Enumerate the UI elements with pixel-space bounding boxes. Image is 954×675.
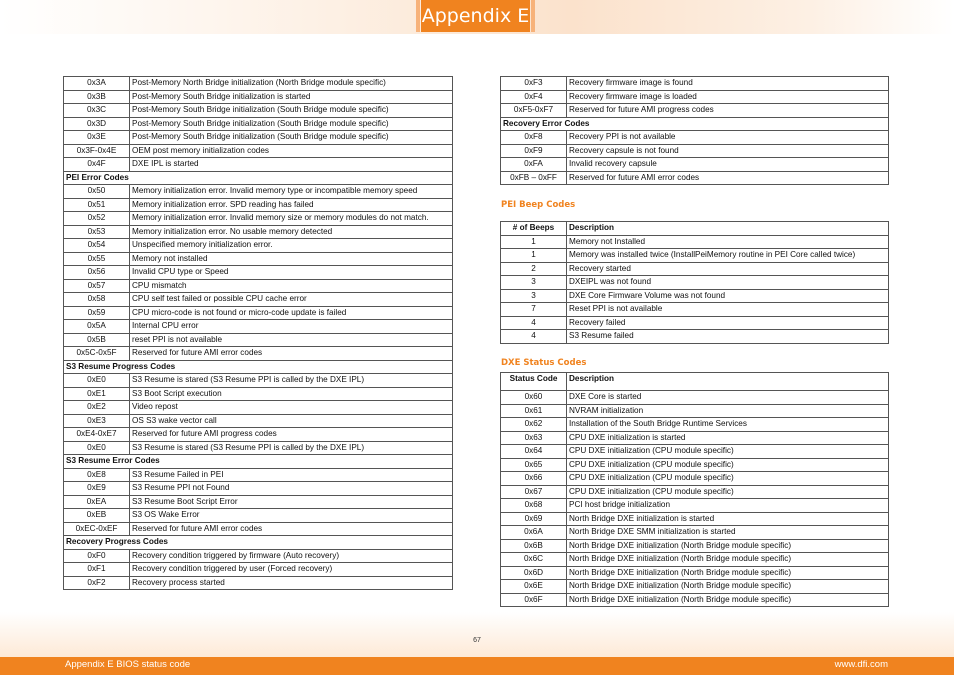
- status-code: 0xF2: [64, 576, 130, 590]
- status-code: 0x6D: [501, 566, 567, 580]
- tab-accent-right: [531, 0, 535, 32]
- table-row: [64, 144, 453, 158]
- table-header-row: [501, 373, 889, 391]
- status-description: North Bridge DXE SMM initialization is started: [567, 526, 889, 540]
- status-code: 0x53: [64, 225, 130, 239]
- status-description: CPU DXE initialization is started: [567, 431, 889, 445]
- status-code: 0x60: [501, 391, 567, 405]
- status-code: 0x63: [501, 431, 567, 445]
- table-row: [64, 414, 453, 428]
- status-code: 3: [501, 289, 567, 303]
- table-row: [501, 485, 889, 499]
- table-row: [501, 431, 889, 445]
- status-code: 0xF0: [64, 549, 130, 563]
- table-row: [64, 428, 453, 442]
- status-description: Reserved for future AMI error codes: [567, 171, 889, 185]
- status-description: Installation of the South Bridge Runtime Services: [567, 418, 889, 432]
- status-description: S3 Resume is stared (S3 Resume PPI is called by the DXE IPL): [130, 441, 453, 455]
- table-row: [501, 593, 889, 607]
- status-code: 0x4F: [64, 158, 130, 172]
- status-code: 0xEC-0xEF: [64, 522, 130, 536]
- status-description: Reset PPI is not available: [567, 303, 889, 317]
- status-description: Internal CPU error: [130, 320, 453, 334]
- status-description: CPU DXE initialization (CPU module specific): [567, 472, 889, 486]
- status-code: 0x56: [64, 266, 130, 280]
- table-row: [64, 198, 453, 212]
- table-row: [501, 458, 889, 472]
- section-header: S3 Resume Error Codes: [64, 455, 453, 469]
- status-description: Post-Memory South Bridge initialization is started: [130, 90, 453, 104]
- status-description: Recovery failed: [567, 316, 889, 330]
- table-row: [501, 553, 889, 567]
- status-code: 0xFB – 0xFF: [501, 171, 567, 185]
- table-header-row: [501, 222, 889, 236]
- table-row: [64, 293, 453, 307]
- status-description: North Bridge DXE initialization (North Bridge module specific): [567, 553, 889, 567]
- status-code: 0x6B: [501, 539, 567, 553]
- table-row: [501, 566, 889, 580]
- table-row: [64, 225, 453, 239]
- status-description: Reserved for future AMI error codes: [130, 522, 453, 536]
- status-code: 0xE3: [64, 414, 130, 428]
- table-row: [501, 391, 889, 405]
- status-description: S3 Resume PPI not Found: [130, 482, 453, 496]
- status-description: Post-Memory South Bridge initialization (South Bridge module specific): [130, 117, 453, 131]
- table-row: [64, 158, 453, 172]
- footer-band: [0, 612, 954, 658]
- status-description: Memory not installed: [130, 252, 453, 266]
- table-row: [64, 495, 453, 509]
- table-row: [64, 185, 453, 199]
- status-code: 0xF9: [501, 144, 567, 158]
- table-row: [501, 235, 889, 249]
- table-row: [501, 144, 889, 158]
- status-code: 0x58: [64, 293, 130, 307]
- table-row: [64, 549, 453, 563]
- table-row: [64, 374, 453, 388]
- status-code: 0xE2: [64, 401, 130, 415]
- status-description: CPU DXE initialization (CPU module specific): [567, 458, 889, 472]
- status-code: 0x64: [501, 445, 567, 459]
- table-row: [64, 441, 453, 455]
- status-code: 0x52: [64, 212, 130, 226]
- status-description: S3 OS Wake Error: [130, 509, 453, 523]
- table-row: [64, 333, 453, 347]
- section-header-row: [64, 171, 453, 185]
- table-row: [501, 289, 889, 303]
- dxe-status-table: [500, 372, 889, 607]
- status-description: Unspecified memory initialization error.: [130, 239, 453, 253]
- status-description: North Bridge DXE initialization (North Bridge module specific): [567, 593, 889, 607]
- table-row: [64, 320, 453, 334]
- status-description: PCI host bridge initialization: [567, 499, 889, 513]
- table-row: [64, 576, 453, 590]
- footer-website-link[interactable]: www.dfi.com: [834, 659, 888, 670]
- status-description: CPU self test failed or possible CPU cache error: [130, 293, 453, 307]
- status-code: 0xEB: [64, 509, 130, 523]
- table-row: [501, 539, 889, 553]
- table-row: [501, 580, 889, 594]
- column-header-description: Description: [567, 373, 889, 391]
- table-row: [501, 445, 889, 459]
- status-description: Post-Memory South Bridge initialization (South Bridge module specific): [130, 131, 453, 145]
- status-code: 0x59: [64, 306, 130, 320]
- table-row: [64, 387, 453, 401]
- status-description: CPU DXE initialization (CPU module specific): [567, 445, 889, 459]
- status-code: 0x65: [501, 458, 567, 472]
- status-code: 4: [501, 316, 567, 330]
- status-description: Reserved for future AMI error codes: [130, 347, 453, 361]
- status-code: 0x6F: [501, 593, 567, 607]
- status-description: NVRAM initialization: [567, 404, 889, 418]
- status-description: Recovery condition triggered by user (Forced recovery): [130, 563, 453, 577]
- status-description: Memory initialization error. No usable memory detected: [130, 225, 453, 239]
- status-description: Post-Memory North Bridge initialization (North Bridge module specific): [130, 77, 453, 91]
- status-code: 0x62: [501, 418, 567, 432]
- status-description: Memory initialization error. Invalid memory size or memory modules do not match.: [130, 212, 453, 226]
- status-description: Recovery firmware image is found: [567, 77, 889, 91]
- status-description: CPU micro-code is not found or micro-code update is failed: [130, 306, 453, 320]
- section-header-row: [501, 117, 889, 131]
- table-row: [501, 104, 889, 118]
- pei-beep-table: [500, 221, 889, 344]
- table-row: [64, 522, 453, 536]
- table-row: [501, 171, 889, 185]
- status-code: 2: [501, 262, 567, 276]
- status-code: 0x3E: [64, 131, 130, 145]
- status-code: 0xE9: [64, 482, 130, 496]
- table-row: [64, 279, 453, 293]
- status-code: 0x3C: [64, 104, 130, 118]
- table-row: [64, 104, 453, 118]
- status-code: 4: [501, 330, 567, 344]
- status-code: 0x68: [501, 499, 567, 513]
- status-code: 0xE1: [64, 387, 130, 401]
- status-description: Memory not Installed: [567, 235, 889, 249]
- footer-section-label: Appendix E BIOS status code: [65, 659, 191, 670]
- status-description: Reserved for future AMI progress codes: [567, 104, 889, 118]
- table-row: [501, 303, 889, 317]
- status-description: OS S3 wake vector call: [130, 414, 453, 428]
- status-code: 0x61: [501, 404, 567, 418]
- column-header-description: Description: [567, 222, 889, 236]
- status-description: reset PPI is not available: [130, 333, 453, 347]
- table-row: [64, 239, 453, 253]
- table-row: [501, 499, 889, 513]
- status-description: Recovery capsule is not found: [567, 144, 889, 158]
- table-row: [501, 276, 889, 290]
- section-header: S3 Resume Progress Codes: [64, 360, 453, 374]
- table-row: [501, 316, 889, 330]
- status-description: DXE Core Firmware Volume was not found: [567, 289, 889, 303]
- status-description: OEM post memory initialization codes: [130, 144, 453, 158]
- status-description: Recovery started: [567, 262, 889, 276]
- status-code: 0x51: [64, 198, 130, 212]
- table-row: [64, 117, 453, 131]
- status-code: 3: [501, 276, 567, 290]
- status-code: 0x6C: [501, 553, 567, 567]
- pei-beep-title: PEI Beep Codes: [501, 200, 576, 210]
- status-code: 0xF3: [501, 77, 567, 91]
- section-header-row: [64, 455, 453, 469]
- table-row: [501, 512, 889, 526]
- status-code: 0xF1: [64, 563, 130, 577]
- status-description: Recovery firmware image is loaded: [567, 90, 889, 104]
- table-row: [64, 266, 453, 280]
- table-row: [501, 472, 889, 486]
- status-code: 1: [501, 249, 567, 263]
- status-code: 0xE4-0xE7: [64, 428, 130, 442]
- status-description: North Bridge DXE initialization (North Bridge module specific): [567, 566, 889, 580]
- table-row: [64, 306, 453, 320]
- status-description: DXEIPL was not found: [567, 276, 889, 290]
- status-description: CPU mismatch: [130, 279, 453, 293]
- table-row: [64, 90, 453, 104]
- status-description: Recovery process started: [130, 576, 453, 590]
- status-code: 1: [501, 235, 567, 249]
- tab-accent-left: [416, 0, 420, 32]
- status-code: 0x55: [64, 252, 130, 266]
- status-code: 0x69: [501, 512, 567, 526]
- status-description: Recovery PPI is not available: [567, 131, 889, 145]
- table-row: [64, 212, 453, 226]
- status-description: Memory initialization error. SPD reading has failed: [130, 198, 453, 212]
- section-header: Recovery Error Codes: [501, 117, 889, 131]
- section-header: Recovery Progress Codes: [64, 536, 453, 550]
- status-code: 0x3B: [64, 90, 130, 104]
- status-description: Recovery condition triggered by firmware (Auto recovery): [130, 549, 453, 563]
- status-description: CPU DXE initialization (CPU module specific): [567, 485, 889, 499]
- status-code: 0xF8: [501, 131, 567, 145]
- status-code: 0x5C-0x5F: [64, 347, 130, 361]
- table-row: [501, 330, 889, 344]
- status-description: Reserved for future AMI progress codes: [130, 428, 453, 442]
- table-row: [501, 418, 889, 432]
- table-row: [64, 77, 453, 91]
- status-description: North Bridge DXE initialization is started: [567, 512, 889, 526]
- status-code: 0xFA: [501, 158, 567, 172]
- status-description: Invalid CPU type or Speed: [130, 266, 453, 280]
- status-description: DXE Core is started: [567, 391, 889, 405]
- status-description: Memory initialization error. Invalid memory type or incompatible memory speed: [130, 185, 453, 199]
- status-description: Memory was installed twice (InstallPeiMemory routine in PEI Core called twice): [567, 249, 889, 263]
- page-number: 67: [473, 637, 481, 644]
- table-row: [501, 90, 889, 104]
- status-code: 0xEA: [64, 495, 130, 509]
- status-code: 0x54: [64, 239, 130, 253]
- status-code: 0xE0: [64, 441, 130, 455]
- status-code: 0x6A: [501, 526, 567, 540]
- section-header: PEI Error Codes: [64, 171, 453, 185]
- table-row: [64, 509, 453, 523]
- status-description: S3 Resume Boot Script Error: [130, 495, 453, 509]
- section-header-row: [64, 360, 453, 374]
- status-description: Video repost: [130, 401, 453, 415]
- table-row: [64, 468, 453, 482]
- table-row: [501, 77, 889, 91]
- status-description: S3 Boot Script execution: [130, 387, 453, 401]
- status-code: 0xE8: [64, 468, 130, 482]
- status-code: 0x67: [501, 485, 567, 499]
- status-code: 0xF4: [501, 90, 567, 104]
- table-row: [501, 526, 889, 540]
- table-row: [64, 131, 453, 145]
- status-description: Invalid recovery capsule: [567, 158, 889, 172]
- table-row: [501, 131, 889, 145]
- table-row: [501, 158, 889, 172]
- footer-bar: [0, 657, 954, 675]
- table-row: [64, 252, 453, 266]
- table-row: [501, 249, 889, 263]
- status-code: 0x50: [64, 185, 130, 199]
- status-description: S3 Resume Failed in PEI: [130, 468, 453, 482]
- table-row: [64, 482, 453, 496]
- status-code: 0x66: [501, 472, 567, 486]
- status-description: S3 Resume failed: [567, 330, 889, 344]
- table-row: [501, 404, 889, 418]
- table-row: [64, 401, 453, 415]
- status-code: 0x3D: [64, 117, 130, 131]
- status-description: S3 Resume is stared (S3 Resume PPI is called by the DXE IPL): [130, 374, 453, 388]
- recovery-codes-table: [500, 76, 889, 185]
- dxe-status-title: DXE Status Codes: [501, 358, 587, 368]
- status-code: 0x3F-0x4E: [64, 144, 130, 158]
- table-row: [501, 262, 889, 276]
- status-code: 0xF5-0xF7: [501, 104, 567, 118]
- column-header-code: # of Beeps: [501, 222, 567, 236]
- status-code: 0x57: [64, 279, 130, 293]
- table-row: [64, 347, 453, 361]
- status-code: 0x5A: [64, 320, 130, 334]
- status-description: North Bridge DXE initialization (North Bridge module specific): [567, 580, 889, 594]
- appendix-title: Appendix E: [421, 0, 530, 32]
- status-code: 0xE0: [64, 374, 130, 388]
- status-description: DXE IPL is started: [130, 158, 453, 172]
- status-code: 0x5B: [64, 333, 130, 347]
- status-code: 0x3A: [64, 77, 130, 91]
- section-header-row: [64, 536, 453, 550]
- status-description: Post-Memory South Bridge initialization (South Bridge module specific): [130, 104, 453, 118]
- table-row: [64, 563, 453, 577]
- status-description: North Bridge DXE initialization (North Bridge module specific): [567, 539, 889, 553]
- status-code: 7: [501, 303, 567, 317]
- left-status-table: [63, 76, 453, 590]
- status-code: 0x6E: [501, 580, 567, 594]
- column-header-code: Status Code: [501, 373, 567, 391]
